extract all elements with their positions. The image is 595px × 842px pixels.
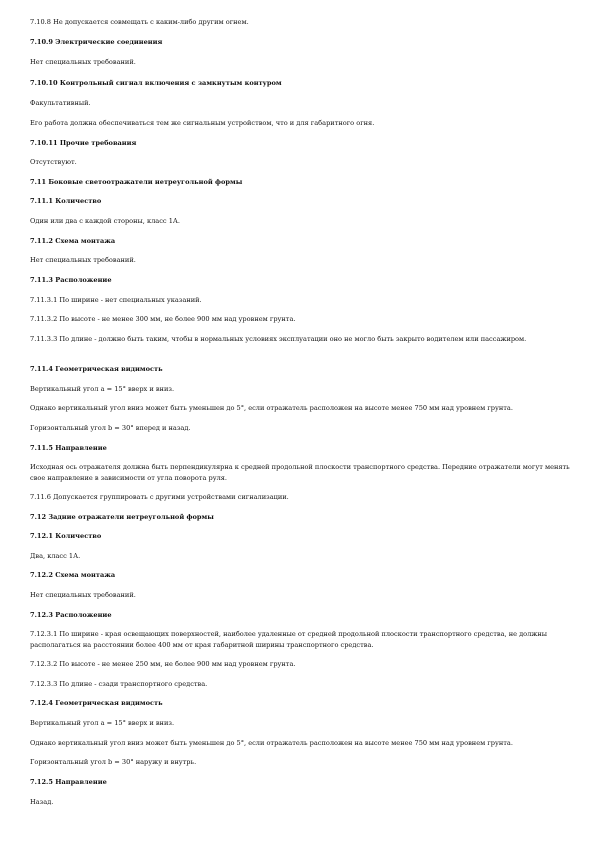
- section-heading: 7.12.2 Схема монтажа: [30, 571, 116, 579]
- paragraph: Два, класс 1А.: [30, 552, 81, 560]
- section-heading: 7.12.3 Расположение: [30, 611, 112, 619]
- section-heading: 7.11.3 Расположение: [30, 276, 112, 284]
- paragraph: Отсутствуют.: [30, 158, 77, 166]
- paragraph: Назад.: [30, 798, 54, 806]
- paragraph: Однако вертикальный угол вниз может быть уменьшен до 5°, если отражатель расположен на высоте менее 750 мм над уровнем грунта.: [30, 739, 513, 747]
- section-heading: 7.11.1 Количество: [30, 197, 102, 205]
- section-heading: 7.11.5 Направление: [30, 444, 107, 452]
- paragraph: 7.11.3.3 По длине - должно быть таким, чтобы в нормальных условиях эксплуатации оно не могло быть закрыто водителем или пассажиром.: [30, 335, 527, 343]
- paragraph: Горизонтальный угол b = 30° вперед и назад.: [30, 424, 191, 432]
- paragraph: Факультативный.: [30, 99, 91, 107]
- paragraph: 7.12.3.2 По высоте - не менее 250 мм, не более 900 мм над уровнем грунта.: [30, 660, 296, 668]
- section-heading: 7.12.1 Количество: [30, 532, 102, 540]
- section-heading: 7.10.9 Электрические соединения: [30, 38, 163, 46]
- section-heading: 7.10.10 Контрольный сигнал включения с замкнутым контуром: [30, 79, 282, 87]
- paragraph: Вертикальный угол a = 15° вверх и вниз.: [30, 719, 175, 727]
- paragraph: Нет специальных требований.: [30, 256, 136, 264]
- paragraph: 7.12.3.3 По длине - сзади транспортного средства.: [30, 680, 208, 688]
- paragraph: Исходная ось отражателя должна быть перпендикулярна к средней продольной плоскости транспортного средства. Передние отражатели могут менять свое направление в зависимости от угла поворота руля.: [30, 463, 570, 482]
- section-heading: 7.12.4 Геометрическая видимость: [30, 699, 163, 707]
- section-heading: 7.11 Боковые светоотражатели нетреугольной формы: [30, 178, 243, 186]
- paragraph: 7.12.3.1 По ширине - края освещающих поверхностей, наиболее удаленные от средней продольной плоскости транспортного средства, не должны располагаться на расстоянии более 400 мм от края габаритной ширины транспортного средства.: [30, 630, 548, 649]
- paragraph: 7.11.3.2 По высоте - не менее 300 мм, не более 900 мм над уровнем грунта.: [30, 315, 296, 323]
- paragraph: Вертикальный угол a = 15° вверх и вниз.: [30, 385, 175, 393]
- section-heading: 7.11.2 Схема монтажа: [30, 237, 116, 245]
- paragraph: Его работа должна обеспечиваться тем же сигнальным устройством, что и для габаритного огня.: [30, 119, 375, 127]
- section-heading: 7.12 Задние отражатели нетреугольной формы: [30, 513, 214, 521]
- section-heading: 7.11.4 Геометрическая видимость: [30, 365, 163, 373]
- paragraph: 7.11.3.1 По ширине - нет специальных указаний.: [30, 296, 202, 304]
- paragraph: Нет специальных требований.: [30, 591, 136, 599]
- paragraph: Нет специальных требований.: [30, 58, 136, 66]
- paragraph: Горизонтальный угол b = 30° наружу и внутрь.: [30, 758, 197, 766]
- section-heading: 7.12.5 Направление: [30, 778, 107, 786]
- paragraph: 7.11.6 Допускается группировать с другими устройствами сигнализации.: [30, 493, 289, 501]
- paragraph: Один или два с каждой стороны, класс 1А.: [30, 217, 180, 225]
- paragraph: Однако вертикальный угол вниз может быть уменьшен до 5°, если отражатель расположен на высоте менее 750 мм над уровнем грунта.: [30, 404, 513, 412]
- paragraph: 7.10.8 Не допускается совмещать с каким-либо другим огнем.: [30, 18, 249, 26]
- section-heading: 7.10.11 Прочие требования: [30, 139, 137, 147]
